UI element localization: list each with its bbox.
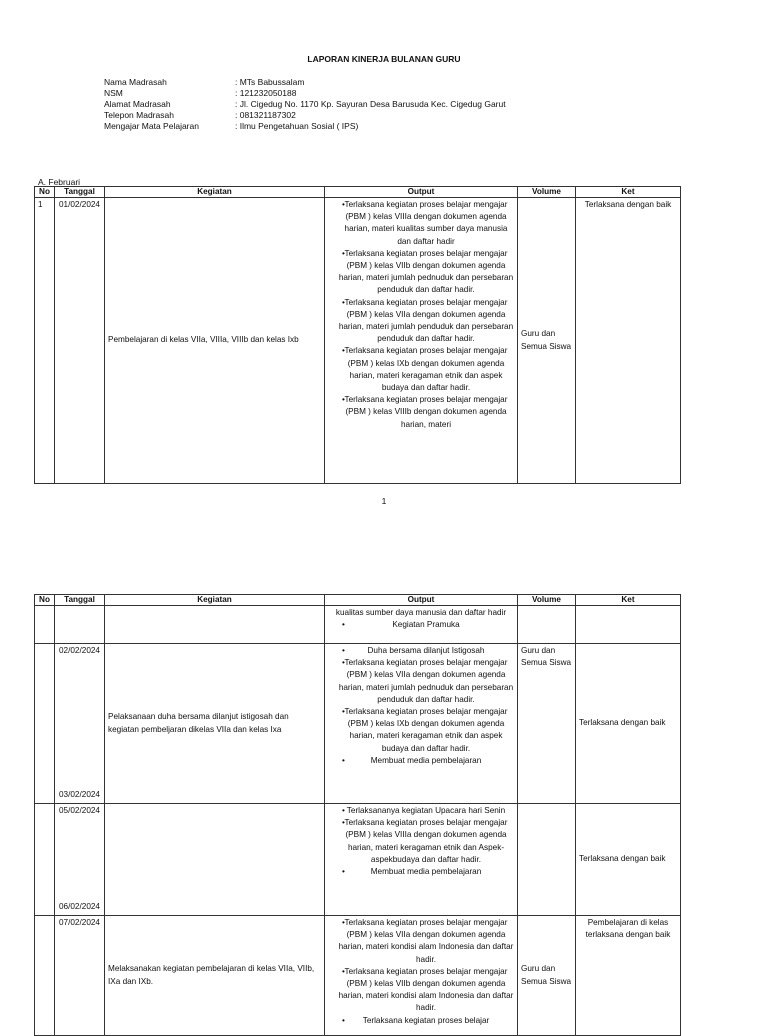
cell-kegiatan: Pelaksanaan duha bersama dilanjut istigosah dan kegiatan pembeljaran dikelas VIIa dan kelas Ixa xyxy=(105,644,325,804)
output-continued: kualitas sumber daya manusia dan daftar hadir xyxy=(335,608,507,617)
header-volume: Volume xyxy=(518,187,576,198)
date-end: 06/02/2024 xyxy=(59,901,100,911)
cell-tanggal xyxy=(55,606,105,644)
cell-volume xyxy=(518,804,576,916)
header-volume: Volume xyxy=(518,595,576,606)
output-item: • Terlaksana kegiatan proses belajar xyxy=(328,1015,514,1027)
report-table-2 xyxy=(34,594,681,1036)
table-row xyxy=(35,198,681,484)
output-list xyxy=(328,917,514,1027)
header-ket: Ket xyxy=(576,187,681,198)
output-list xyxy=(328,645,514,767)
cell-tanggal: 07/02/2024 xyxy=(55,916,105,1036)
date-start: 05/02/2024 xyxy=(59,806,100,815)
info-row-telepon: Telepon Madrasah : 081321187302 xyxy=(104,110,296,120)
header-tanggal: Tanggal xyxy=(55,187,105,198)
cell-volume xyxy=(518,606,576,644)
output-item: • Membuat media pembelajaran xyxy=(328,755,514,767)
cell-volume: Guru dan Semua Siswa xyxy=(518,916,576,1036)
cell-no: 1 xyxy=(35,198,55,484)
table-row xyxy=(35,606,681,644)
header-no: No xyxy=(35,595,55,606)
cell-kegiatan xyxy=(105,606,325,644)
output-item: • Terlaksana kegiatan proses belajar mengajar (PBM ) kelas VIIIb dengan dokumen agenda harian, materi xyxy=(328,394,514,431)
cell-ket xyxy=(576,606,681,644)
cell-output xyxy=(325,916,518,1036)
report-title: LAPORAN KINERJA BULANAN GURU xyxy=(307,54,461,64)
output-list xyxy=(328,805,514,878)
cell-tanggal xyxy=(55,804,105,916)
output-item: • Duha bersama dilanjut Istigosah xyxy=(328,645,514,657)
info-row-mapel: Mengajar Mata Pelajaran : Ilmu Pengetahuan Sosial ( IPS) xyxy=(104,121,359,131)
cell-ket: Terlaksana dengan baik xyxy=(576,644,681,804)
info-row-nsm: NSM : 121232050188 xyxy=(104,88,297,98)
header-kegiatan: Kegiatan xyxy=(105,595,325,606)
cell-volume: Guru dan Semua Siswa xyxy=(518,644,576,804)
cell-kegiatan: Pembelajaran di kelas VIIa, VIIIa, VIIIb dan kelas Ixb xyxy=(105,198,325,484)
output-item: • Membuat media pembelajaran xyxy=(328,866,514,878)
cell-output xyxy=(325,198,518,484)
table-header xyxy=(35,595,681,606)
output-item: • Terlaksana kegiatan proses belajar mengajar (PBM ) kelas VIIb dengan dokumen agenda harian, materi jumlah pednuduk dan persebaran penduduk dan daftar hadir. xyxy=(328,248,514,297)
report-table-1 xyxy=(34,186,681,484)
cell-no xyxy=(35,804,55,916)
cell-ket: Pembelajaran di kelas terlaksana dengan baik xyxy=(576,916,681,1036)
output-item: • Terlaksana kegiatan proses belajar mengajar (PBM ) kelas IXb dengan dokumen agenda harian, materi keragaman etnik dan aspek budaya dan daftar hadir. xyxy=(328,345,514,394)
cell-kegiatan xyxy=(105,804,325,916)
info-row-alamat: Alamat Madrasah : Jl. Cigedug No. 1170 Kp. Sayuran Desa Barusuda Kec. Cigedug Garut xyxy=(104,99,506,109)
header-ket: Ket xyxy=(576,595,681,606)
cell-output xyxy=(325,606,518,644)
cell-output xyxy=(325,804,518,916)
cell-kegiatan: Melaksanakan kegiatan pembelajaran di kelas VIIa, VIIb, IXa dan IXb. xyxy=(105,916,325,1036)
page-gap xyxy=(0,512,768,560)
table-row xyxy=(35,644,681,804)
table-row xyxy=(35,916,681,1036)
output-list xyxy=(328,199,514,431)
cell-ket: Terlaksana dengan baik xyxy=(576,198,681,484)
cell-volume: Guru dan Semua Siswa xyxy=(518,198,576,484)
output-item: • Terlaksana kegiatan proses belajar mengajar (PBM ) kelas IXb dengan dokumen agenda harian, materi keragaman etnik dan aspek budaya dan daftar hadir. xyxy=(328,706,514,755)
output-item: • Terlaksananya kegiatan Upacara hari Senin xyxy=(328,805,514,817)
date-start: 02/02/2024 xyxy=(59,646,100,655)
cell-output xyxy=(325,644,518,804)
cell-no xyxy=(35,606,55,644)
cell-no xyxy=(35,644,55,804)
school-info xyxy=(104,77,506,132)
output-item: • Kegiatan Pramuka xyxy=(328,619,514,631)
page-2 xyxy=(0,560,768,1024)
cell-tanggal: 01/02/2024 xyxy=(55,198,105,484)
header-no: No xyxy=(35,187,55,198)
header-output: Output xyxy=(325,595,518,606)
date-end: 03/02/2024 xyxy=(59,789,100,799)
cell-no xyxy=(35,916,55,1036)
output-list xyxy=(328,607,514,631)
table-row xyxy=(35,804,681,916)
cell-tanggal xyxy=(55,644,105,804)
output-item: • Terlaksana kegiatan proses belajar mengajar (PBM ) kelas VIIb dengan dokumen agenda harian, materi kondisi alam Indonesia dan daftar hadir. xyxy=(328,966,514,1015)
table-header xyxy=(35,187,681,198)
info-row-nama: Nama Madrasah : MTs Babussalam xyxy=(104,77,305,87)
output-item: • Terlaksana kegiatan proses belajar mengajar (PBM ) kelas VIIIa dengan dokumen agenda harian, materi keragaman etnik dan Aspek-aspekbudaya dan daftar hadir. xyxy=(328,817,514,866)
header-kegiatan: Kegiatan xyxy=(105,187,325,198)
section-heading: A. Februari xyxy=(38,177,81,187)
output-item: • Terlaksana kegiatan proses belajar mengajar (PBM ) kelas VIIa dengan dokumen agenda harian, materi kondisi alam Indonesia dan daftar hadir. xyxy=(328,917,514,966)
output-item: • Terlaksana kegiatan proses belajar mengajar (PBM ) kelas VIIa dengan dokumen agenda harian, materi jumlah penduduk dan persebaran penduduk dan daftar hadir. xyxy=(328,297,514,346)
output-item: • Terlaksana kegiatan proses belajar mengajar (PBM ) kelas VIIIa dengan dokumen agenda harian, materi kualitas sumber daya manusia dan daftar hadir xyxy=(328,199,514,248)
page-number: 1 xyxy=(381,496,387,506)
header-output: Output xyxy=(325,187,518,198)
header-tanggal: Tanggal xyxy=(55,595,105,606)
page-1 xyxy=(0,0,768,512)
cell-ket: Terlaksana dengan baik xyxy=(576,804,681,916)
output-item: • Terlaksana kegiatan proses belajar mengajar (PBM ) kelas VIIa dengan dokumen agenda harian, materi jumlah pednuduk dan persebaran penduduk dan daftar hadir. xyxy=(328,657,514,706)
